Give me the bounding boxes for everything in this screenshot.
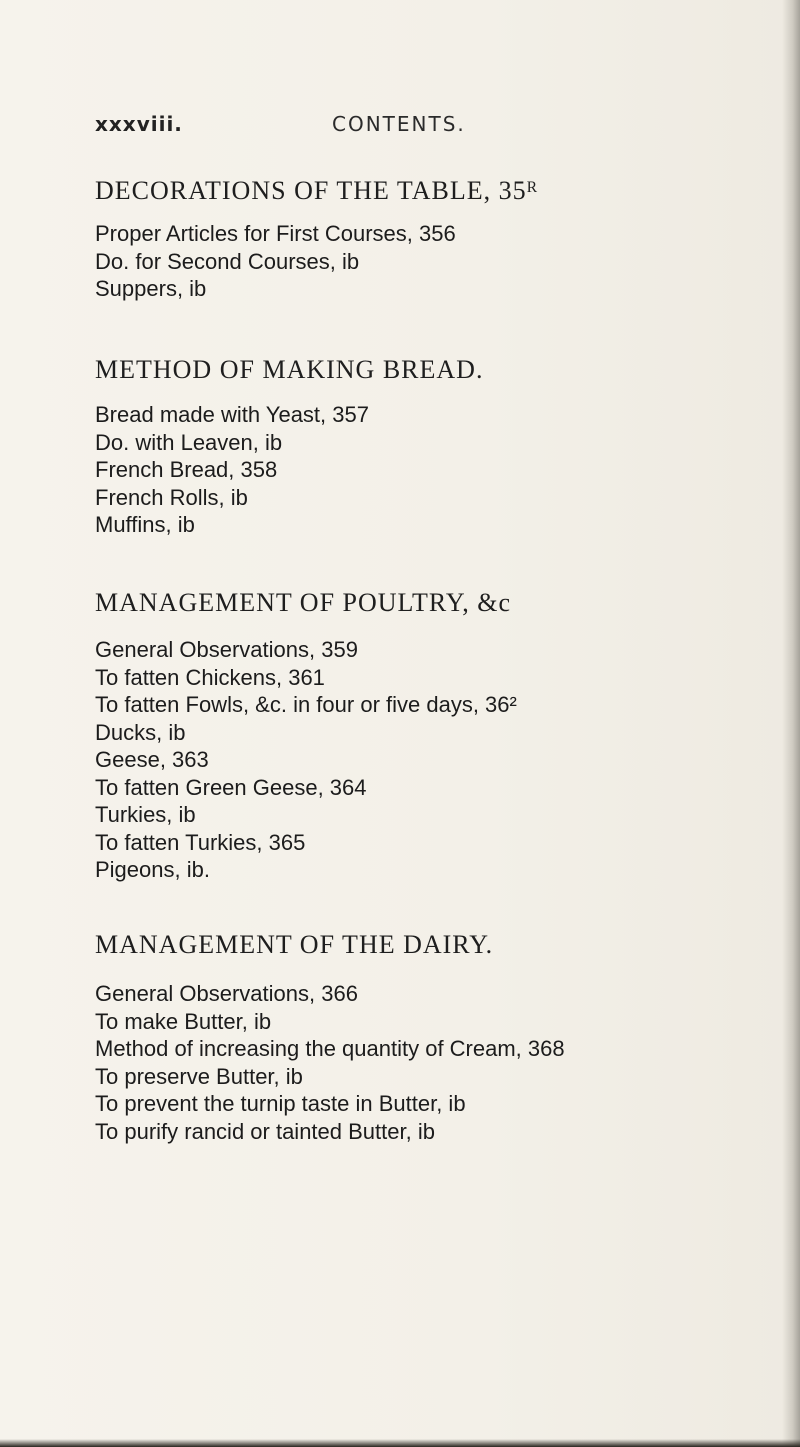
entry-line: To purify rancid or tainted Butter, ib	[95, 1118, 435, 1144]
entry-line: To fatten Green Geese, 364	[95, 774, 367, 800]
entry-list	[95, 636, 735, 884]
entry-line: To fatten Fowls, &c. in four or five days, 36²	[95, 692, 517, 717]
entry-list	[95, 980, 735, 1145]
entry-line: To make Butter, ib	[95, 1008, 272, 1034]
entry-line: French Bread, 358	[95, 457, 278, 482]
entry-line: Method of increasing the quantity of Cream, 368	[95, 1036, 565, 1061]
entry-line: To fatten Chickens, 361	[95, 664, 325, 690]
running-title: CONTENTS.	[332, 112, 466, 136]
page-bottom-edge	[0, 1439, 800, 1447]
running-head	[95, 112, 655, 142]
page-number: xxxviii.	[95, 112, 183, 136]
section-heading: MANAGEMENT OF THE DAIRY.	[95, 930, 494, 959]
entry-line: To preserve Butter, ib	[95, 1063, 303, 1089]
entry-line: Do. with Leaven, ib	[95, 429, 283, 455]
section-management-of-poultry	[95, 588, 735, 884]
entry-line: Do. for Second Courses, ib	[95, 248, 360, 274]
section-management-of-the-dairy	[95, 930, 735, 1145]
entry-line: To prevent the turnip taste in Butter, ib	[95, 1091, 466, 1116]
entry-line: General Observations, 366	[95, 981, 358, 1006]
entry-line: Pigeons, ib.	[95, 857, 210, 882]
entry-list	[95, 401, 735, 539]
entry-line: General Observations, 359	[95, 637, 358, 662]
page-spine-shadow	[782, 0, 800, 1447]
section-heading: MANAGEMENT OF POULTRY, &c	[95, 588, 512, 617]
section-method-of-making-bread	[95, 355, 735, 539]
entry-line: Ducks, ib	[95, 719, 186, 745]
section-heading: METHOD OF MAKING BREAD.	[95, 355, 484, 384]
entry-line: Proper Articles for First Courses, 356	[95, 221, 456, 246]
entry-line: Muffins, ib	[95, 512, 195, 537]
entry-line: Suppers, ib	[95, 276, 207, 301]
entry-line: French Rolls, ib	[95, 484, 248, 510]
entry-line: To fatten Turkies, 365	[95, 829, 306, 855]
entry-line: Geese, 363	[95, 747, 209, 772]
entry-list	[95, 220, 735, 303]
entry-line: Bread made with Yeast, 357	[95, 402, 369, 427]
entry-line: Turkies, ib	[95, 802, 196, 827]
section-decorations-of-the-table	[95, 176, 735, 303]
section-heading: DECORATIONS OF THE TABLE, 35ᴿ	[95, 176, 539, 205]
